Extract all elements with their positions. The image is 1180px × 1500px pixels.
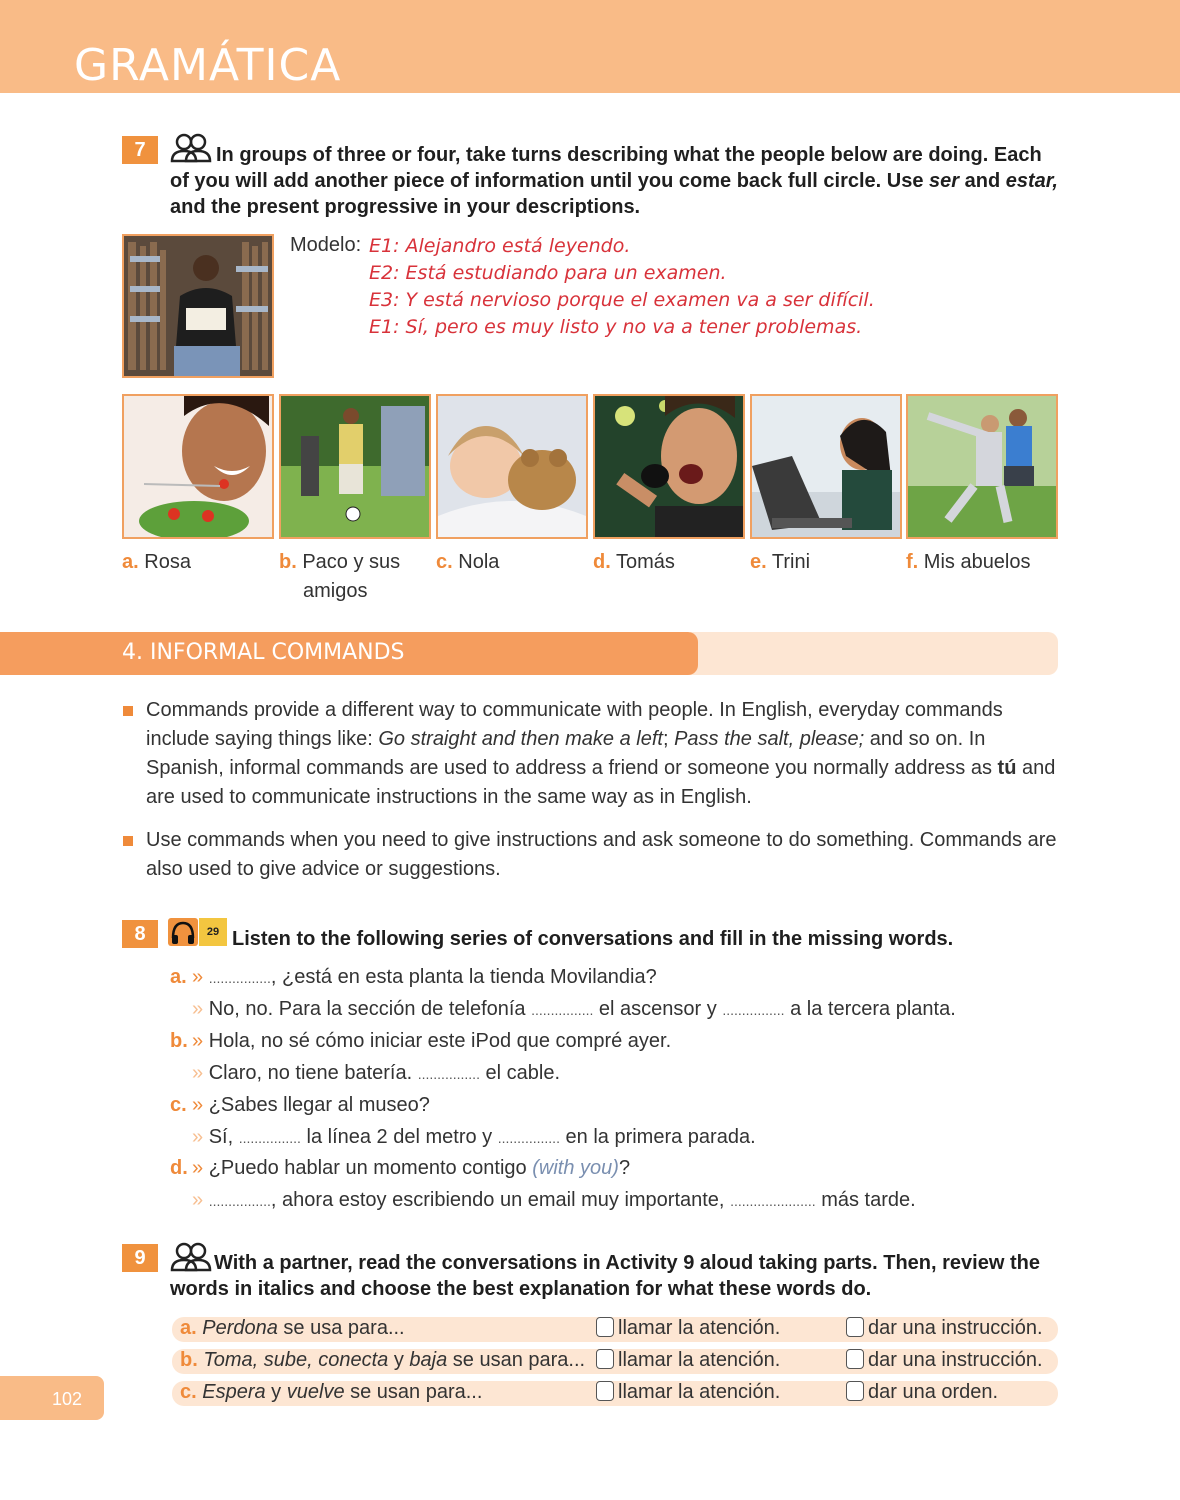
activity-9-instruction-line2: words in italics and choose the best explanation for what these words do. bbox=[170, 1278, 872, 1300]
caption-b: b. Paco y sus amigos bbox=[279, 551, 401, 602]
group-icon bbox=[170, 1242, 212, 1272]
item-c-line-1: » ¿Sabes llegar al museo? bbox=[192, 1094, 430, 1116]
group-icon bbox=[170, 133, 212, 163]
photo-f-exercising bbox=[906, 394, 1058, 539]
caption-d: d. Tomás bbox=[593, 551, 675, 573]
photo-a-eating-salad bbox=[122, 394, 274, 539]
bullet-paragraph-2: Use commands when you need to give instructions and ask someone to do something. Commands are also used to give advice or suggestions. bbox=[146, 829, 1057, 880]
modelo-line-4: E1: Sí, pero es muy listo y no va a tener problemas. bbox=[369, 316, 863, 338]
bullet-marker-2 bbox=[123, 836, 133, 846]
modelo-line-1: E1: Alejandro está leyendo. bbox=[369, 235, 631, 257]
activity-8-number: 8 bbox=[122, 920, 158, 948]
item-c-letter: c. bbox=[170, 1094, 187, 1116]
modelo-line-2: E2: Está estudiando para un examen. bbox=[369, 262, 727, 284]
caption-a: a. Rosa bbox=[122, 551, 191, 573]
choice-row-c-prompt: c. Espera y vuelve se usan para... bbox=[180, 1381, 483, 1403]
item-b-letter: b. bbox=[170, 1030, 188, 1052]
page-number: 102 bbox=[52, 1389, 83, 1409]
item-d-line-1: » ¿Puedo hablar un momento contigo (with you)? bbox=[192, 1157, 631, 1179]
caption-e: e. Trini bbox=[750, 551, 811, 573]
item-d-letter: d. bbox=[170, 1157, 188, 1179]
activity-9-number: 9 bbox=[122, 1244, 158, 1272]
section-bar-extension bbox=[690, 632, 1058, 675]
item-d-line-2: » ................, ahora estoy escribiendo un email muy importante, ...................... más tarde. bbox=[192, 1189, 916, 1211]
item-a-letter: a. bbox=[170, 966, 187, 988]
checkbox[interactable] bbox=[596, 1349, 614, 1369]
photo-b-soccer bbox=[279, 394, 431, 539]
choice-c-option-2[interactable]: dar una orden. bbox=[846, 1381, 998, 1404]
checkbox[interactable] bbox=[846, 1381, 864, 1401]
checkbox[interactable] bbox=[596, 1381, 614, 1401]
activity-9-instruction-line1: With a partner, read the conversations in Activity 9 aloud taking parts. Then, review the bbox=[214, 1252, 1040, 1274]
caption-c: c. Nola bbox=[436, 551, 500, 573]
bullet-marker-1 bbox=[123, 706, 133, 716]
checkbox[interactable] bbox=[846, 1317, 864, 1337]
checkbox[interactable] bbox=[846, 1349, 864, 1369]
choice-a-option-2[interactable]: dar una instrucción. bbox=[846, 1317, 1043, 1340]
activity-7-instruction-line1: In groups of three or four, take turns describing what the people below are doing. Each bbox=[216, 144, 1042, 166]
section-title: 4. INFORMAL COMMANDS bbox=[122, 640, 405, 665]
checkbox[interactable] bbox=[596, 1317, 614, 1337]
photo-e-laptop bbox=[750, 394, 902, 539]
audio-track-number: 29 bbox=[199, 918, 227, 946]
choice-b-option-2[interactable]: dar una instrucción. bbox=[846, 1349, 1043, 1372]
choice-b-option-1[interactable]: llamar la atención. bbox=[596, 1349, 780, 1372]
activity-8-instruction: Listen to the following series of conversations and fill in the missing words. bbox=[232, 928, 954, 950]
activity-7-instruction-line3: and the present progressive in your descriptions. bbox=[170, 196, 641, 218]
headphones-icon bbox=[168, 918, 198, 946]
activity-7-instruction-line2: of you will add another piece of information until you come back full circle. Use ser and estar, bbox=[170, 170, 1058, 192]
bullet-paragraph-1: Commands provide a different way to communicate with people. In English, everyday commands include saying things like: Go straight and then make a left; Pass the salt, please; and so on. In Spanish, informal commands are used to address a friend or someone you normally address as tú and are used to communicate instructions in the same way as in English. bbox=[146, 699, 1056, 808]
photo-c-sleeping bbox=[436, 394, 588, 539]
item-b-line-1: » Hola, no sé cómo iniciar este iPod que compré ayer. bbox=[192, 1030, 672, 1052]
modelo-line-3: E3: Y está nervioso porque el examen va a ser difícil. bbox=[369, 289, 875, 311]
item-a-line-2: » No, no. Para la sección de telefonía ................ el ascensor y ................ a la tercera planta. bbox=[192, 998, 956, 1020]
modelo-label: Modelo: bbox=[290, 234, 362, 256]
choice-c-option-1[interactable]: llamar la atención. bbox=[596, 1381, 780, 1404]
item-c-line-2: » Sí, ................ la línea 2 del metro y ................ en la primera parada. bbox=[192, 1126, 756, 1148]
activity-7-number: 7 bbox=[122, 136, 158, 164]
choice-row-b-prompt: b. Toma, sube, conecta y baja se usan para... bbox=[180, 1349, 586, 1371]
page-title: GRAMÁTICA bbox=[74, 40, 342, 91]
photo-model-reading bbox=[122, 234, 274, 378]
choice-row-a-prompt: a. Perdona se usa para... bbox=[180, 1317, 405, 1339]
item-b-line-2: » Claro, no tiene batería. ................ el cable. bbox=[192, 1062, 561, 1084]
caption-f: f. Mis abuelos bbox=[906, 551, 1031, 573]
photo-d-singing bbox=[593, 394, 745, 539]
item-a-line-1: » ................, ¿está en esta planta la tienda Movilandia? bbox=[192, 966, 657, 988]
choice-a-option-1[interactable]: llamar la atención. bbox=[596, 1317, 780, 1340]
